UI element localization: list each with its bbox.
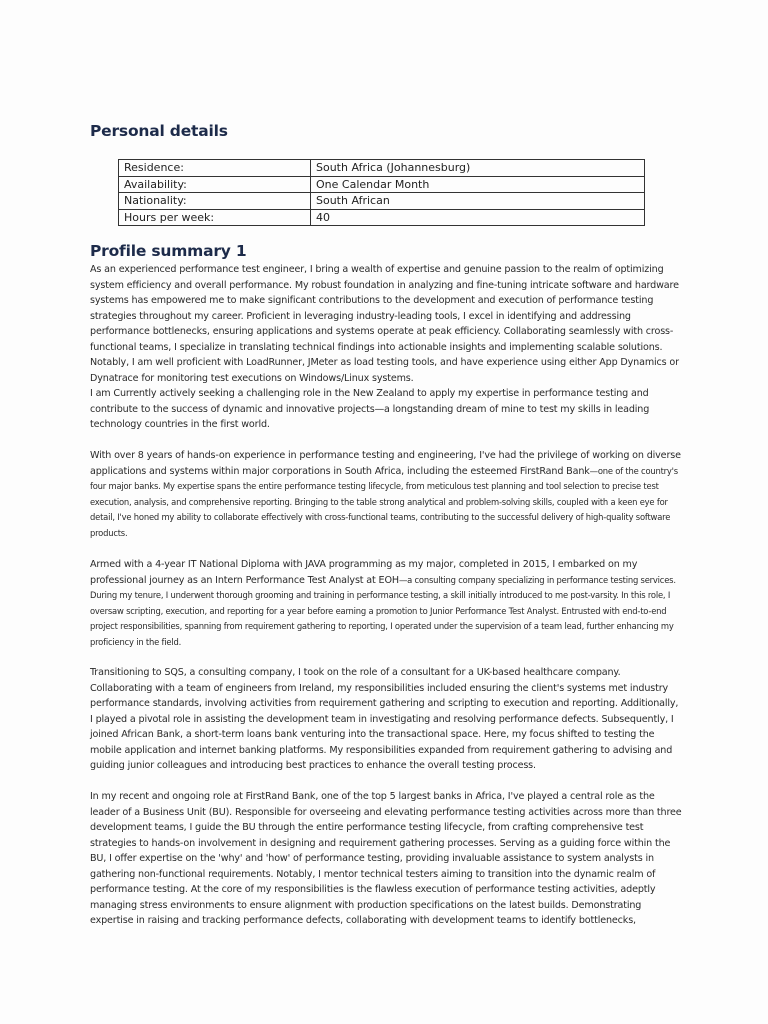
table-row <box>119 176 645 193</box>
table-row <box>119 209 645 226</box>
profile-paragraph-1-text: As an experienced performance test engineer, I bring a wealth of expertise and genuine passion to the realm of optimizing system efficiency and overall performance. My robust foundation in analyzing and fine-tuning intricate software and hardware systems has empowered me to make significant contributions to the development and execution of performance testing strategies throughout my career. Proficient in leveraging industry-leading tools, I excel in identifying and addressing performance bottlenecks, ensuring applications and systems operate at peak efficiency. Collaborating seamlessly with cross-functional teams, I specialize in translating technical findings into actionable insights and implementing scalable solutions. Notably, I am well proficient with LoadRunner, JMeter as load testing tools, and have experience using either App Dynamics or Dynatrace for monitoring test executions on Windows/Linux systems. <box>90 264 679 384</box>
profile-paragraph-6 <box>90 789 682 929</box>
hours-value: 40 <box>311 209 645 226</box>
residence-label: Residence: <box>119 160 311 177</box>
profile-paragraph-3 <box>90 448 682 541</box>
profile-paragraph-4a-text: Armed with a 4-year IT National Diploma with JAVA programming as my major, completed in 2015, I embarked on my professional journey as an Intern Performance Test Analyst at EOH <box>90 559 638 586</box>
availability-value: One Calendar Month <box>311 176 645 193</box>
profile-summary-heading: Profile summary 1 <box>90 242 247 260</box>
residence-value: South Africa (Johannesburg) <box>311 160 645 177</box>
profile-paragraph-4 <box>90 557 682 650</box>
profile-paragraph-6-text: In my recent and ongoing role at FirstRand Bank, one of the top 5 largest banks in Africa, I've played a central role as the leader of a Business Unit (BU). Responsible for overseeing and elevating performance testing activities across more than three development teams, I guide the BU through the entire performance testing lifecycle, from crafting comprehensive test strategies to hands-on involvement in designing and requirement gathering processes. Serving as a guiding force within the BU, I offer expertise on the 'why' and 'how' of performance testing, providing invaluable assistance to system analysts in gathering non-functional requirements. Notably, I mentor technical testers aiming to transition into the dynamic realm of performance testing. At the core of my responsibilities is the flawless execution of performance testing activities, adeptly managing stress environments to ensure alignment with production specifications on the latest builds. Demonstrating expertise in raising and tracking performance defects, collaborating with development teams to identify bottlenecks, <box>90 791 682 926</box>
personal-details-heading: Personal details <box>90 122 228 140</box>
hours-label: Hours per week: <box>119 209 311 226</box>
profile-paragraph-3a-text: With over 8 years of hands-on experience in performance testing and engineering, I've had the privilege of working on diverse applications and systems within major corporations in South Africa, including the esteemed FirstRand Bank <box>90 450 681 477</box>
profile-paragraph-1 <box>90 262 682 433</box>
profile-paragraph-3b-text: —one of the country's four major banks. My expertise spans the entire performance testing lifecycle, from meticulous test planning and tool selection to precise test execution, analysis, and comprehensive reporting. Bringing to the table strong analytical and problem-solving skills, coupled with a keen eye for detail, I've honed my ability to collaborate effectively with cross-functional teams, contributing to the successful delivery of high-quality software products. <box>90 465 678 538</box>
profile-paragraph-5-text: Transitioning to SQS, a consulting company, I took on the role of a consultant for a UK-based healthcare company. Collaborating with a team of engineers from Ireland, my responsibilities included ensuring the client's systems met industry performance standards, involving activities from requirement gathering and scripting to execution and reporting. Additionally, I played a pivotal role in assisting the development team in investigating and resolving performance defects. Subsequently, I joined African Bank, a short-term loans bank venturing into the transactional space. Here, my focus shifted to testing the mobile application and internet banking platforms. My responsibilities expanded from requirement gathering to advising and guiding junior colleagues and introducing best practices to enhance the overall testing process. <box>90 667 679 771</box>
nationality-label: Nationality: <box>119 193 311 210</box>
table-row <box>119 160 645 177</box>
profile-paragraph-2-text: I am Currently actively seeking a challenging role in the New Zealand to apply my expertise in performance testing and contribute to the success of dynamic and innovative projects—a longstanding dream of mine to test my skills in leading technology countries in the first world. <box>90 388 650 430</box>
nationality-value: South African <box>311 193 645 210</box>
availability-label: Availability: <box>119 176 311 193</box>
profile-paragraph-5 <box>90 665 682 774</box>
table-row <box>119 193 645 210</box>
personal-details-table <box>118 159 645 226</box>
profile-paragraph-4b-text: —a consulting company specializing in performance testing services. During my tenure, I underwent thorough grooming and training in performance testing, a skill initially introduced to me post-varsity. In this role, I oversaw scripting, execution, and reporting for a year before earning a promotion to Junior Performance Test Analyst. Entrusted with end-to-end project responsibilities, spanning from requirement gathering to reporting, I operated under the supervision of a team lead, further enhancing my proficiency in the field. <box>90 574 676 647</box>
